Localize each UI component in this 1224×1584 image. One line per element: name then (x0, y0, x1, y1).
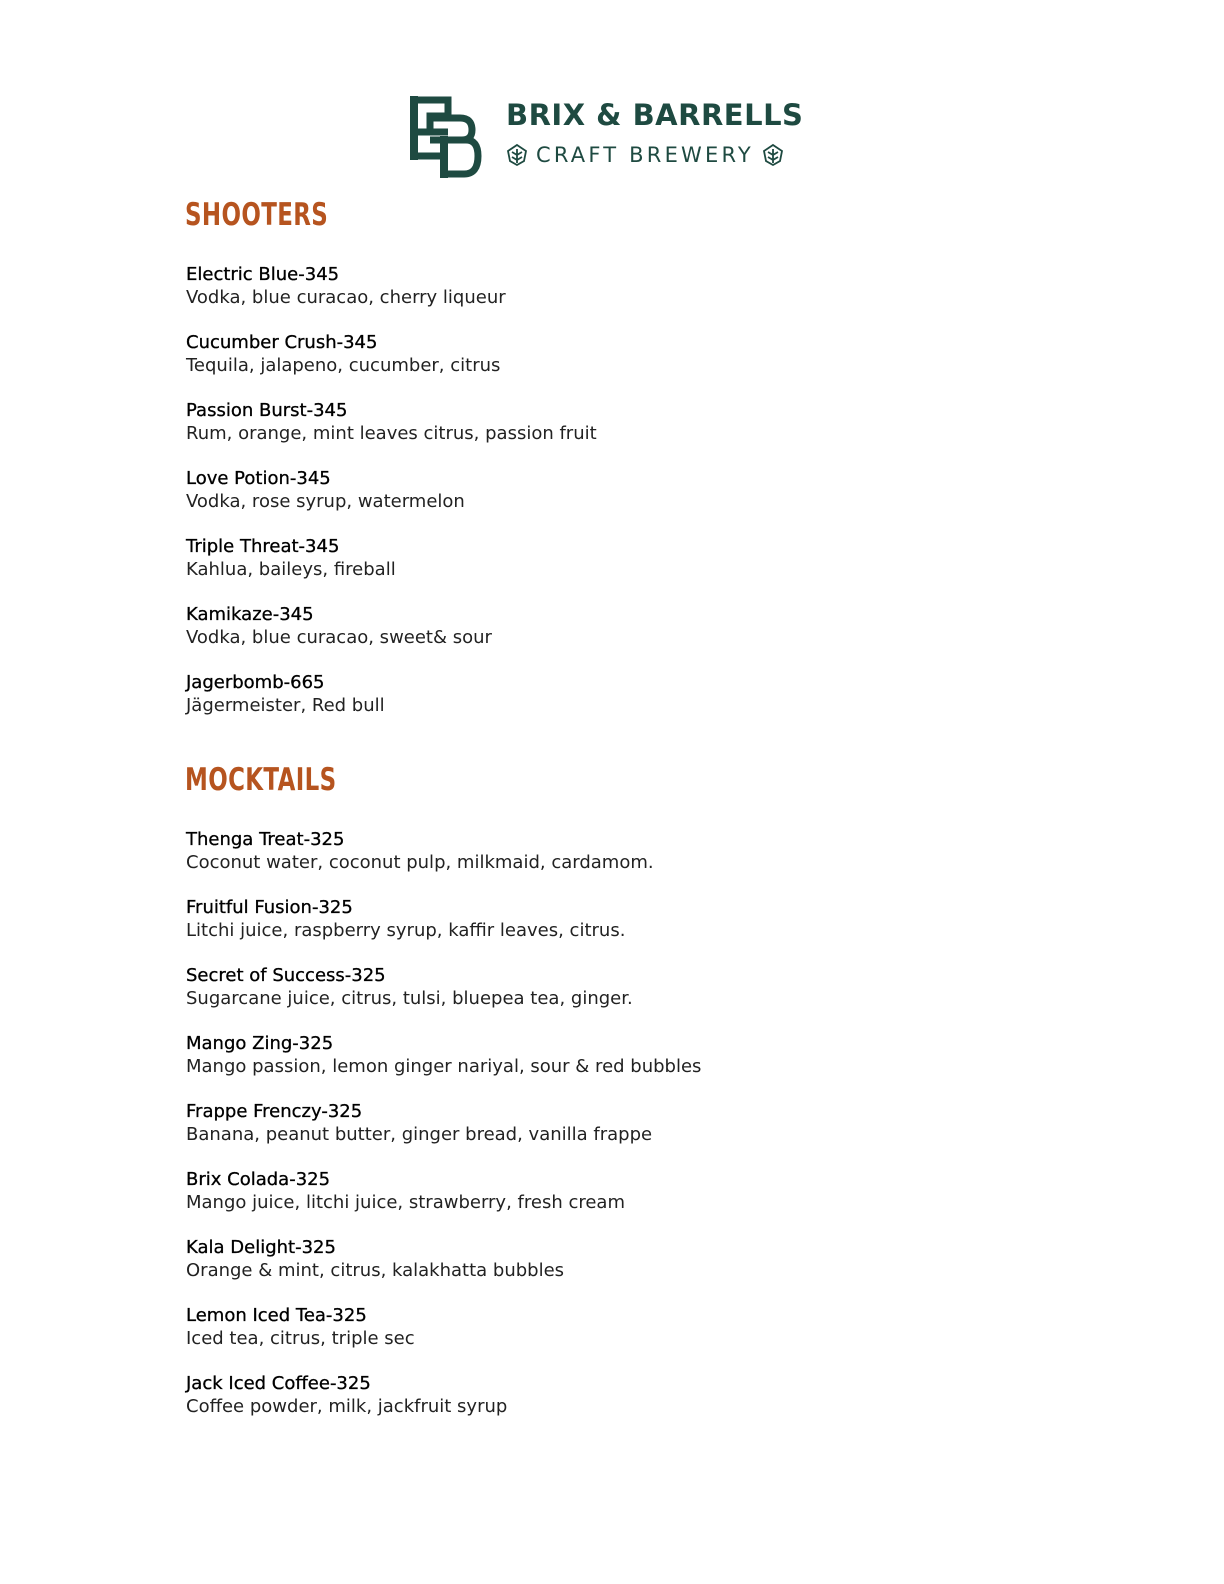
menu-item (186, 1305, 701, 1373)
menu-item-name: Frappe Frenczy-325 (186, 1101, 363, 1122)
menu-item (186, 965, 701, 1033)
menu-item-name: Triple Threat-345 (186, 536, 340, 557)
menu-item-name: Brix Colada-325 (186, 1169, 331, 1190)
menu-item-name: Electric Blue-345 (186, 264, 340, 285)
hop-icon (506, 143, 528, 167)
shooters-list (186, 264, 597, 740)
menu-item-name: Kamikaze-345 (186, 604, 314, 625)
menu-item-description: Coconut water, coconut pulp, milkmaid, cardamom. (186, 852, 654, 873)
menu-item (186, 1033, 701, 1101)
menu-item (186, 1101, 701, 1169)
hop-icon (762, 143, 784, 167)
menu-item-description: Iced tea, citrus, triple sec (186, 1328, 415, 1349)
menu-item-description: Mango juice, litchi juice, strawberry, fresh cream (186, 1192, 625, 1213)
menu-item-description: Mango passion, lemon ginger nariyal, sour & red bubbles (186, 1056, 702, 1077)
menu-item-description: Sugarcane juice, citrus, tulsi, bluepea tea, ginger. (186, 988, 633, 1009)
menu-item-description: Orange & mint, citrus, kalakhatta bubbles (186, 1260, 565, 1281)
menu-item (186, 1373, 701, 1441)
brand-subtitle-row (506, 140, 784, 170)
menu-item-name: Lemon Iced Tea-325 (186, 1305, 367, 1326)
menu-item (186, 897, 701, 965)
menu-item (186, 468, 597, 536)
menu-item-name: Kala Delight-325 (186, 1237, 336, 1258)
menu-item-description: Kahlua, baileys, fireball (186, 559, 396, 580)
section-heading-shooters: SHOOTERS (185, 197, 329, 233)
menu-item-name: Cucumber Crush-345 (186, 332, 378, 353)
menu-item-description: Jägermeister, Red bull (186, 695, 385, 716)
menu-item (186, 604, 597, 672)
menu-item-name: Jack Iced Coffee-325 (186, 1373, 371, 1394)
menu-item-description: Banana, peanut butter, ginger bread, vanilla frappe (186, 1124, 653, 1145)
bb-monogram-icon (410, 96, 482, 178)
menu-item (186, 1237, 701, 1305)
menu-item-name: Secret of Success-325 (186, 965, 386, 986)
menu-item-description: Coffee powder, milk, jackfruit syrup (186, 1396, 508, 1417)
menu-item (186, 829, 701, 897)
menu-item-description: Vodka, rose syrup, watermelon (186, 491, 465, 512)
menu-item (186, 264, 597, 332)
menu-item-description: Vodka, blue curacao, cherry liqueur (186, 287, 506, 308)
menu-item-name: Fruitful Fusion-325 (186, 897, 353, 918)
menu-item-description: Rum, orange, mint leaves citrus, passion fruit (186, 423, 597, 444)
menu-item (186, 400, 597, 468)
brand-subtitle: CRAFT BREWERY (536, 143, 754, 167)
menu-item (186, 536, 597, 604)
menu-item-description: Tequila, jalapeno, cucumber, citrus (186, 355, 501, 376)
menu-item-name: Passion Burst-345 (186, 400, 348, 421)
brand-logo (410, 96, 810, 180)
brand-name: BRIX & BARRELLS (506, 98, 804, 132)
menu-item-description: Litchi juice, raspberry syrup, kaffir leaves, citrus. (186, 920, 626, 941)
menu-item-name: Mango Zing-325 (186, 1033, 334, 1054)
menu-item (186, 1169, 701, 1237)
menu-item (186, 332, 597, 400)
section-heading-mocktails: MOCKTAILS (185, 762, 337, 798)
menu-item-name: Love Potion-345 (186, 468, 331, 489)
menu-item (186, 672, 597, 740)
menu-item-name: Jagerbomb-665 (186, 672, 325, 693)
mocktails-list (186, 829, 701, 1441)
menu-item-name: Thenga Treat-325 (186, 829, 345, 850)
menu-item-description: Vodka, blue curacao, sweet& sour (186, 627, 492, 648)
